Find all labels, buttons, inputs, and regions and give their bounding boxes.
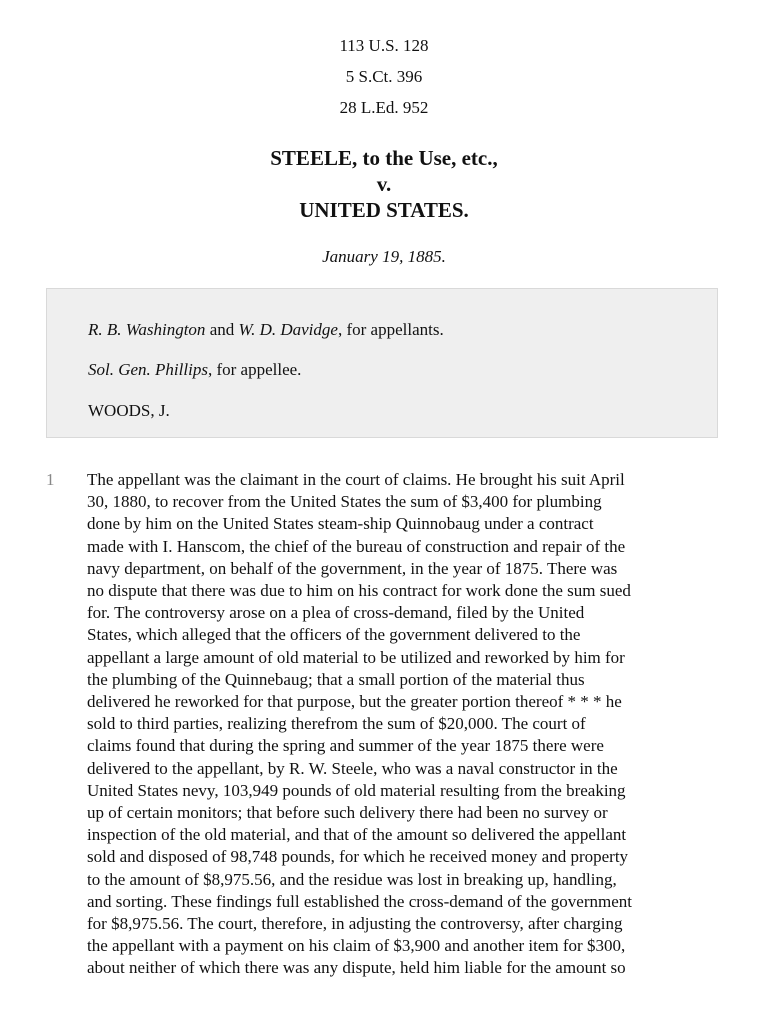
- case-date: January 19, 1885.: [322, 247, 446, 266]
- opinion-text-line: made with I. Hanscom, the chief of the bureau of construction and repair of the: [87, 536, 626, 556]
- appellant-attorney-2: W. D. Davidge: [238, 320, 338, 339]
- appellant-role: , for appellants.: [337, 320, 444, 339]
- case-title-appellee: UNITED STATES.: [299, 198, 469, 222]
- opinion-text-line: for $8,975.56. The court, therefore, in adjusting the controversy, after charging: [87, 914, 623, 934]
- opinion-text-line: up of certain monitors; that before such delivery there had been no survey or: [87, 803, 608, 823]
- appellee-role: , for appellee.: [207, 360, 302, 379]
- opinion-text-line: about neither of which there was any dispute, held him liable for the amount so: [87, 958, 626, 978]
- and-connector: and: [205, 320, 239, 339]
- appellee-counsel-line: [88, 358, 301, 382]
- appellant-counsel-line: [88, 318, 444, 342]
- opinion-text-line: sold and disposed of 98,748 pounds, for which he received money and property: [87, 847, 629, 867]
- opinion-text-line: for. The controversy arose on a plea of cross-demand, filed by the United: [87, 603, 585, 623]
- opinion-text-line: States, which alleged that the officers of the government delivered to the: [87, 625, 581, 645]
- opinion-text-line: navy department, on behalf of the government, in the year of 1875. There was: [87, 558, 618, 578]
- opinion-text-line: delivered he reworked for that purpose, but the greater portion thereof * * * he: [87, 692, 622, 712]
- opinion-text-line: United States nevy, 103,949 pounds of old material resulting from the breaking: [87, 780, 626, 800]
- opinion-text-line: no dispute that there was due to him on his contract for work done the sum sued: [87, 581, 631, 601]
- case-title-versus: v.: [376, 172, 392, 196]
- opinion-text-line: claims found that during the spring and summer of the year 1875 there were: [87, 736, 604, 756]
- citation-supreme-court-reporter: 5 S.Ct. 396: [345, 67, 423, 86]
- opinion-text-line: and sorting. These findings full established the cross-demand of the government: [87, 891, 632, 911]
- citation-lawyers-edition: 28 L.Ed. 952: [339, 98, 429, 117]
- opinion-text-line: the appellant with a payment on his claim of $3,900 and another item for $300,: [87, 936, 626, 956]
- opinion-text-line: delivered to the appellant, by R. W. Steele, who was a naval constructor in the: [87, 758, 618, 778]
- paragraph-number: 1: [46, 470, 55, 489]
- case-title: [0, 145, 768, 223]
- appellant-attorney-1: R. B. Washington: [88, 320, 206, 339]
- opinion-text-line: appellant a large amount of old material to be utilized and reworked by him for: [87, 647, 625, 667]
- citation-us-reports: 113 U.S. 128: [339, 36, 429, 55]
- opinion-text-line: inspection of the old material, and that of the amount so delivered the appellant: [87, 825, 627, 845]
- opinion-text-line: done by him on the United States steam-ship Quinnobaug under a contract: [87, 514, 594, 534]
- opinion-author: WOODS, J.: [88, 401, 170, 420]
- opinion-paragraph: [87, 469, 727, 980]
- counsel-box: [46, 288, 718, 438]
- opinion-text-line: 30, 1880, to recover from the United States the sum of $3,400 for plumbing: [87, 492, 602, 512]
- case-title-appellant: STEELE, to the Use, etc.,: [270, 146, 498, 170]
- opinion-text-line: the plumbing of the Quinnebaug; that a small portion of the material thus: [87, 669, 585, 689]
- opinion-text-line: sold to third parties, realizing therefrom the sum of $20,000. The court of: [87, 714, 586, 734]
- citations: [0, 34, 768, 127]
- opinion-text-line: to the amount of $8,975.56, and the residue was lost in breaking up, handling,: [87, 869, 617, 889]
- appellee-attorney: Sol. Gen. Phillips: [88, 360, 208, 379]
- opinion-text-line: The appellant was the claimant in the court of claims. He brought his suit April: [87, 470, 625, 489]
